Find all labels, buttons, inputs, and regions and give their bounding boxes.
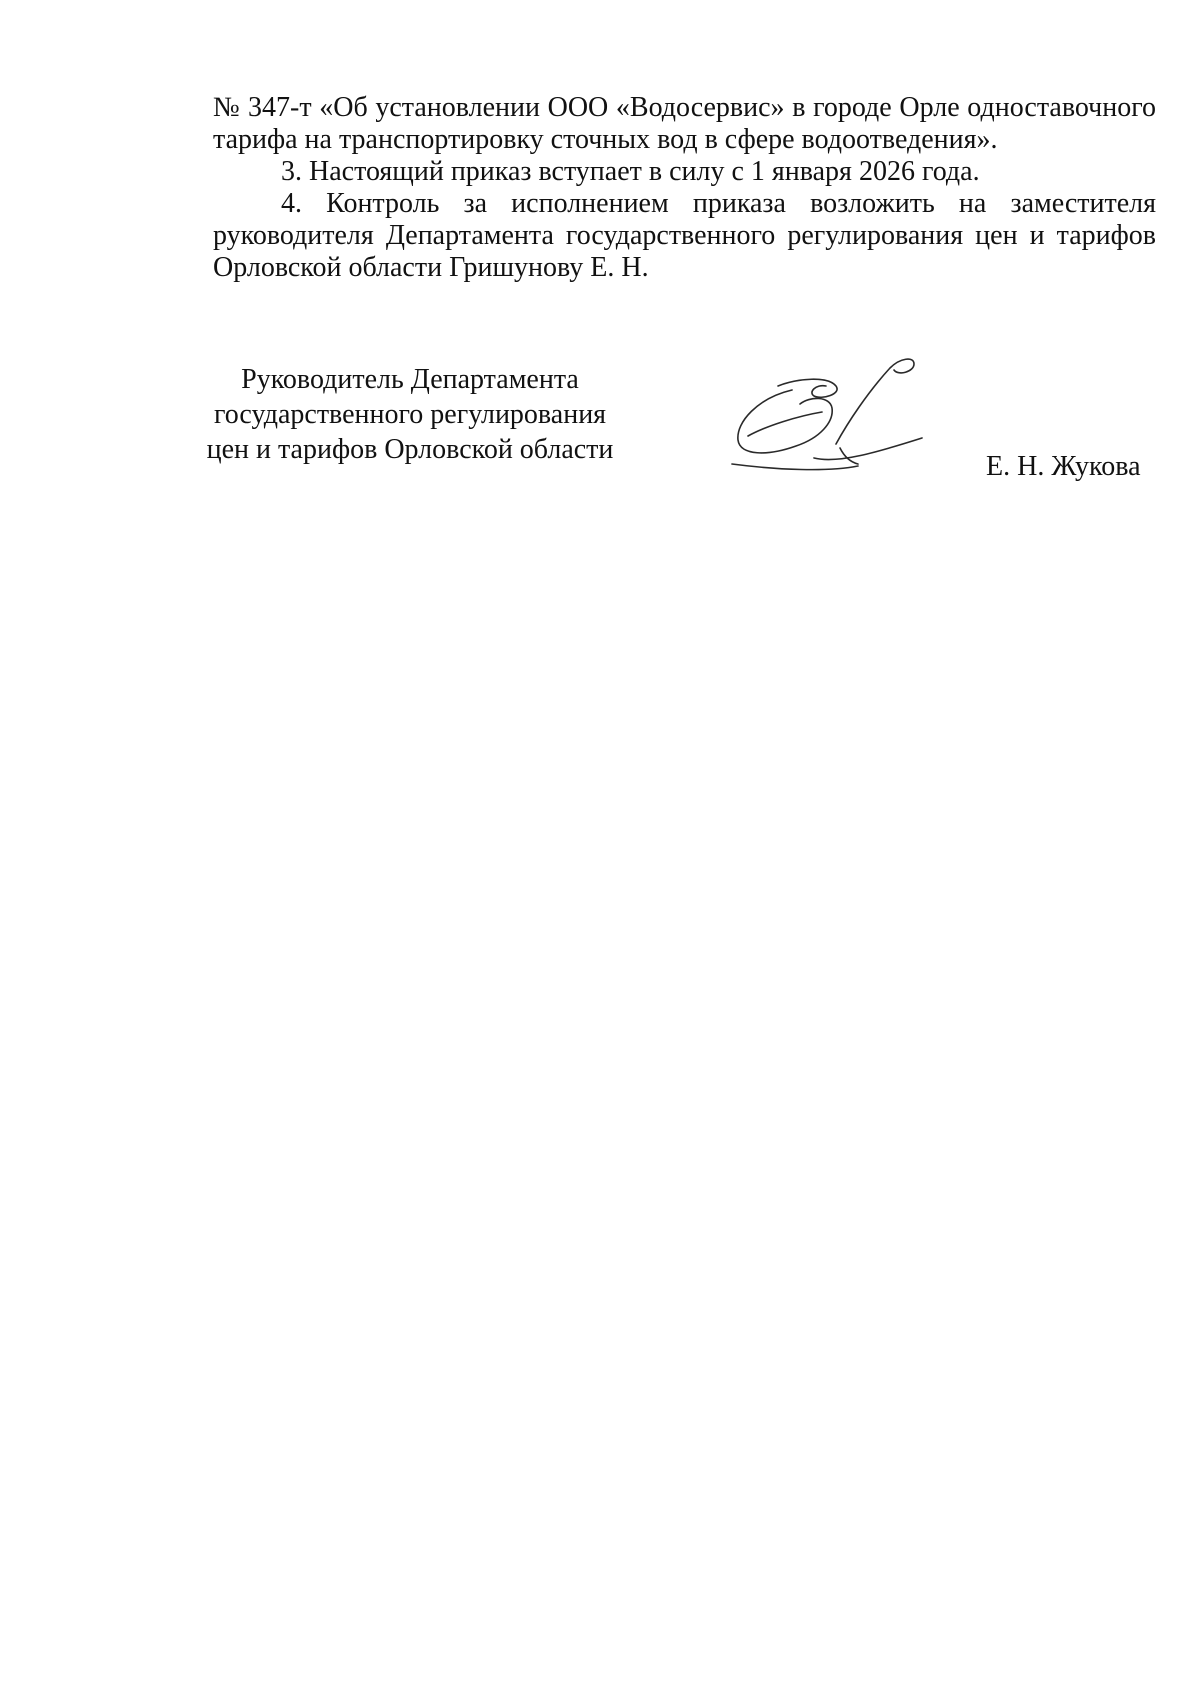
position-line-2: государственного регулирования — [213, 399, 607, 430]
order-body-text — [213, 92, 1156, 284]
signatory-position — [200, 362, 620, 467]
position-line-1: Руководитель Департамента — [241, 364, 579, 395]
paragraph-item-3: 3. Настоящий приказ вступает в силу с 1 января 2026 года. — [281, 156, 980, 187]
signer-name: Е. Н. Жукова — [986, 451, 1141, 482]
handwritten-signature-icon — [718, 352, 958, 477]
paragraph-continuation: № 347-т «Об установлении ООО «Водосервис» в городе Орле одноставочного тарифа на транспортировку сточных вод в сфере водоотведения». — [213, 92, 1156, 155]
position-line-3: цен и тарифов Орловской области — [206, 434, 614, 465]
paragraph-item-4: 4. Контроль за исполнением приказа возложить на заместителя руководителя Департамента государственного регулирования цен и тарифов Орловской области Гришунову Е. Н. — [213, 188, 1156, 283]
